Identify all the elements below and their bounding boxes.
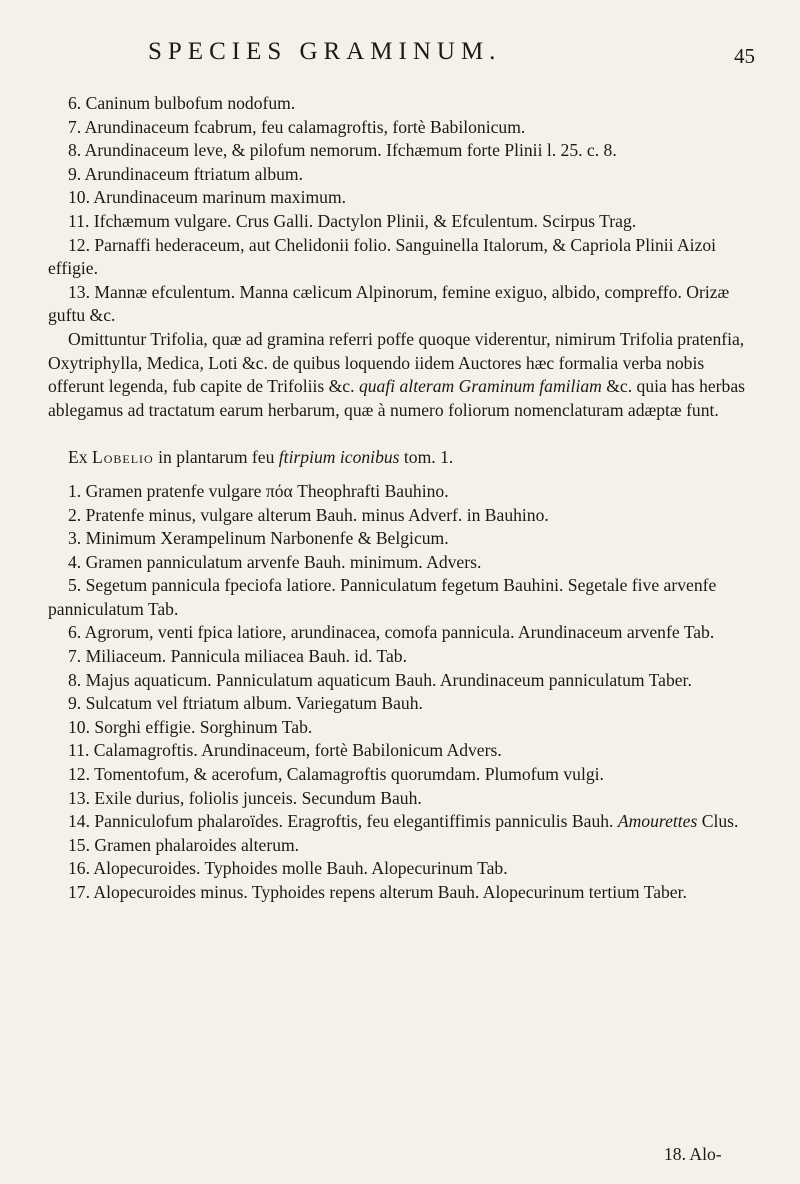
list-item: 9. Arundinaceum ftriatum album. [68, 163, 304, 184]
list-item: 7. Arundinaceum fcabrum, feu calamagroftis, fortè Babilonicum. [68, 116, 526, 137]
list-item: 2. Pratenfe minus, vulgare alterum Bauh. minus Adverf. in Bauhino. [68, 504, 549, 525]
list-item: 8. Majus aquaticum. Panniculatum aquaticum Bauh. Arundinaceum panniculatum Taber. [68, 669, 692, 690]
list-item: 15. Gramen phalaroides alterum. [68, 834, 300, 855]
catchword: 18. Alo- [664, 1144, 722, 1164]
page-number: 45 [734, 44, 755, 68]
list-item: 6. Caninum bulbofum nodofum. [68, 93, 296, 113]
entry-end: Clus. [701, 811, 739, 832]
list-item: 6. Agrorum, venti fpica latiore, arundinacea, comofa pannicula. Arundinaceum arvenfe Tab. [68, 622, 715, 643]
section-gap [48, 422, 754, 446]
list-item: 11. Ifchæmum vulgare. Crus Galli. Dactylon Plinii, & Efculentum. Scirpus Trag. [68, 210, 637, 231]
list-item: 10. Arundinaceum marinum maximum. [68, 187, 347, 208]
list-item [48, 810, 754, 834]
list-item: 8. Arundinaceum leve, & pilofum nemorum. Ifchæmum forte Plinii l. 25. c. 8. [68, 140, 617, 161]
section-middle: in plantarum feu [158, 447, 275, 468]
list-item: 5. Segetum pannicula fpeciofa latiore. Panniculatum fegetum Bauhini. Segetale five arvenfe panniculatum Tab. [48, 575, 717, 619]
list-item: 13. Exile durius, foliolis junceis. Secundum Bauh. [68, 787, 422, 808]
paragraph-end: &c. quia has herbas ablegamus ad tractatum earum herbarum, quæ à numero foliorum nomenclaturam adæptæ funt. [48, 376, 745, 420]
list-item: 13. Mannæ efculentum. Manna cælicum Alpinorum, femine exiguo, albido, compreffo. Orizæ guftu &c. [48, 281, 730, 326]
list-item: 10. Sorghi effigie. Sorghinum Tab. [68, 716, 313, 737]
list-item: 12. Tomentofum, & acerofum, Calamagroftis quorumdam. Plumofum vulgi. [68, 764, 604, 785]
omission-paragraph [48, 328, 754, 422]
paragraph-text: Omittuntur Trifolia, quæ ad gramina referri poffe quoque viderentur, nimirum Trifolia pratenfia, Oxytriphylla, Medica, Loti &c. de quibus loquendo iidem Auctores hæc formalia verba nobis offerunt legenda, fub capite de Trifoliis &c. [48, 328, 745, 397]
page-body [48, 92, 754, 905]
list-item: 3. Minimum Xerampelinum Narbonenfe & Belgicum. [68, 528, 449, 549]
list-item: 1. Gramen pratenfe vulgare πόα Theophrafti Bauhino. [68, 480, 449, 501]
list-item: 7. Miliaceum. Pannicula miliacea Bauh. id. Tab. [68, 646, 407, 667]
list-item: 11. Calamagroftis. Arundinaceum, fortè Babilonicum Advers. [68, 740, 502, 761]
entry-italic: Amourettes [617, 811, 698, 832]
section-gap [48, 470, 754, 480]
list-item: 9. Sulcatum vel ftriatum album. Variegatum Bauh. [68, 693, 423, 714]
paragraph-italic: quafi alteram Graminum familiam [358, 376, 602, 397]
section-prefix: Ex [68, 447, 88, 468]
section-title: ftirpium iconibus [278, 447, 400, 468]
section-suffix: tom. 1. [403, 447, 454, 468]
section-heading [48, 446, 754, 470]
list-item: 12. Parnaffi hederaceum, aut Chelidonii folio. Sanguinella Italorum, & Capriola Plinii Aizoi effigie. [48, 234, 717, 279]
list-item: 17. Alopecuroides minus. Typhoides repens alterum Bauh. Alopecurinum tertium Taber. [68, 882, 687, 902]
section-author: Lobelio [91, 447, 154, 468]
list-item: 4. Gramen panniculatum arvenfe Bauh. minimum. Advers. [68, 551, 482, 572]
entry-text: 14. Panniculofum phalaroïdes. Eragroftis, feu elegantiffimis panniculis Bauh. [68, 811, 614, 832]
list-item: 16. Alopecuroides. Typhoides molle Bauh. Alopecurinum Tab. [68, 858, 508, 879]
running-title: SPECIES GRAMINUM. [148, 38, 502, 65]
